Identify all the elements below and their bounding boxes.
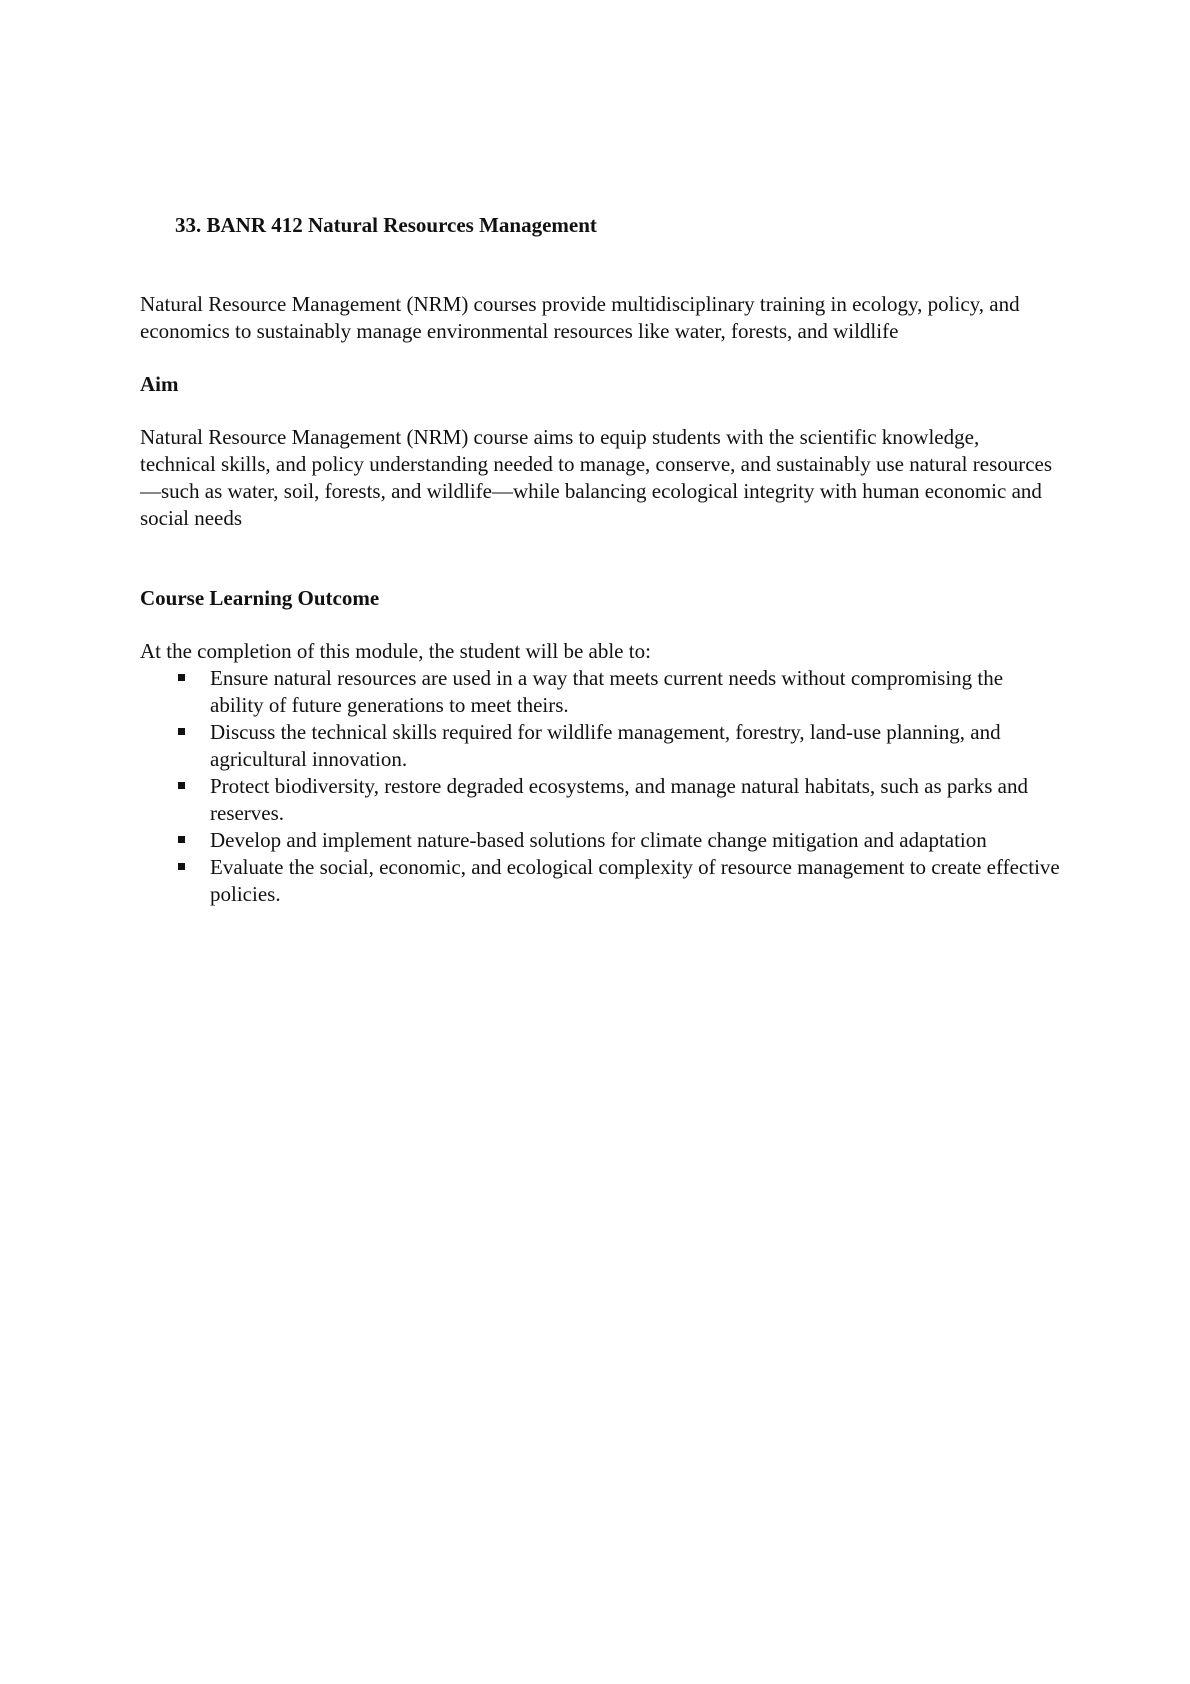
- list-item-text: Protect biodiversity, restore degraded ecosystems, and manage natural habitats, such as parks and reserves.: [210, 774, 1028, 825]
- square-bullet-icon: [178, 728, 185, 735]
- list-item-text: Evaluate the social, economic, and ecological complexity of resource management to create effective policies.: [210, 855, 1060, 906]
- intro-paragraph: Natural Resource Management (NRM) courses provide multidisciplinary training in ecology, policy, and economics to sustainably manage environmental resources like water, forests, and wildlife: [140, 292, 1020, 343]
- list-item-text: Discuss the technical skills required for wildlife management, forestry, land-use planning, and agricultural innovation.: [210, 720, 1001, 771]
- list-item-text: Develop and implement nature-based solutions for climate change mitigation and adaptation: [210, 828, 987, 852]
- page-content: [140, 200, 1060, 908]
- list-item: [210, 773, 1060, 827]
- aim-paragraph: Natural Resource Management (NRM) course aims to equip students with the scientific knowledge, technical skills, and policy understanding needed to manage, conserve, and sustainably use natural resources—such as water, soil, forests, and wildlife—while balancing ecological integrity with human economic and social needs: [140, 425, 1053, 530]
- outcomes-list: [140, 665, 1060, 908]
- square-bullet-icon: [178, 836, 185, 843]
- list-item: [210, 719, 1060, 773]
- list-item: [210, 665, 1060, 719]
- course-heading: 33. BANR 412 Natural Resources Management: [175, 213, 597, 237]
- square-bullet-icon: [178, 782, 185, 789]
- square-bullet-icon: [178, 863, 185, 870]
- list-item: [210, 827, 1060, 854]
- square-bullet-icon: [178, 674, 185, 681]
- learning-outcome-heading: Course Learning Outcome: [140, 586, 380, 610]
- outcomes-lead: At the completion of this module, the student will be able to:: [140, 639, 651, 663]
- list-item: [210, 854, 1060, 908]
- aim-heading: Aim: [140, 372, 179, 396]
- list-item-text: Ensure natural resources are used in a way that meets current needs without compromising the ability of future generations to meet theirs.: [210, 666, 1004, 717]
